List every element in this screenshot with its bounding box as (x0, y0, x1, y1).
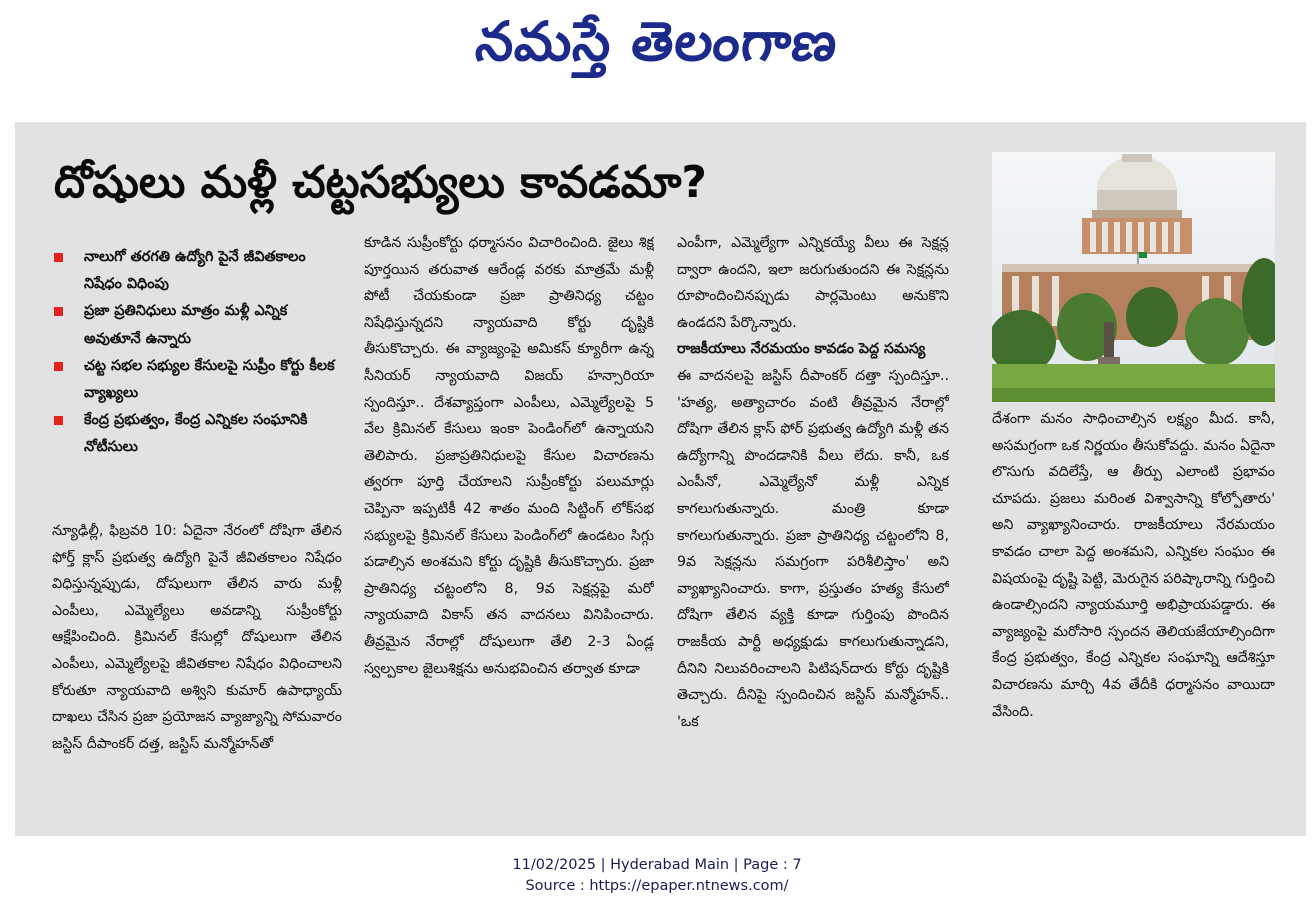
article-headline: దోషులు మళ్లీ చట్టసభ్యులు కావడమా? (54, 157, 707, 208)
bullet-square-icon (54, 307, 63, 316)
column-1-text: న్యూఢిల్లీ, ఫిబ్రవరి 10: ఏదైనా నేరంలో దోషిగా తేలిన ఫోర్త్ క్లాస్ ప్రభుత్వ ఉద్యోగి పైనే జీవితకాలం నిషేధం విధిస్తున్నప్పుడు, దోషులుగా తేలిన వారు మళ్లీ ఎంపీలు, ఎమ్మెల్యేలు అవడాన్ని సుప్రీంకోర్టు ఆక్షేపించింది. క్రిమినల్ కేసుల్లో దోషులుగా తేలిన ఎంపీలు, ఎమ్మెల్యేలపై జీవితకాల నిషేధం విధించాలని కోరుతూ న్యాయవాది అశ్విని కుమార్ ఉపాధ్యాయ్ దాఖలు చేసిన ప్రజా ప్రయోజన వ్యాజ్యాన్ని సోమవారం జస్టిస్ దీపాంకర్ దత్త, జస్టిస్ మన్మోహన్‌తో (52, 523, 342, 752)
highlight-item: కేంద్ర ప్రభుత్వం, కేంద్ర ఎన్నికల సంఘానికి నోటీసులు (52, 407, 342, 461)
highlight-item: చట్ట సభల సభ్యుల కేసులపై సుప్రీం కోర్టు కీలక వ్యాఖ్యలు (52, 353, 342, 407)
highlight-item: నాలుగో తరగతి ఉద్యోగి పైనే జీవితకాలం నిషేధం విధింపు (52, 244, 342, 298)
masthead (0, 6, 1314, 78)
article-column-3 (677, 230, 949, 830)
bullet-square-icon (54, 253, 63, 262)
bullet-square-icon (54, 362, 63, 371)
article-column-2 (364, 230, 654, 830)
column-3-text-b: ఈ వాదనలపై జస్టిస్ దీపాంకర్ దత్తా స్పందిస్తూ.. 'హత్య, అత్యాచారం వంటి తీవ్రమైన నేరాల్లో దోషిగా తేలిన క్లాస్ ఫోర్ ప్రభుత్వ ఉద్యోగి మళ్లీ తన ఉద్యోగాన్ని పొందడానికి వీలు లేదు. కానీ, ఒక ఎంపీనో, ఎమ్మెల్యేనో మళ్లీ ఎన్నిక కాగలుగుతున్నారు. మంత్రి కూడా కాగలుగుతున్నారు. ప్రజా ప్రాతినిధ్య చట్టంలోని 8, 9వ సెక్షన్లను సమగ్రంగా పరిశీలిస్తాం' అని వ్యాఖ్యానించారు. కాగా, ప్రస్తుతం హత్య కేసులో దోషిగా తేలిన వ్యక్తి కూడా గుర్తింపు పొందిన రాజకీయ పార్టీ అధ్యక్షుడు కాగలుగుతున్నాడని, దీనిని నిలువరించాలని పిటిషన్‌దారు కోర్టు దృష్టికి తెచ్చారు. దీనిపై స్పందించిన జస్టిస్ మన్మోహన్.. 'ఒక (677, 367, 949, 730)
source-link[interactable]: Source : https://epaper.ntnews.com/ (525, 878, 789, 894)
column-3-subheading: రాజకీయాలు నేరమయం కావడం పెద్ద సమస్య (677, 341, 926, 358)
bullet-square-icon (54, 416, 63, 425)
page-footer (0, 855, 1314, 897)
column-4-text: దేశంగా మనం సాధించాల్సిన లక్ష్యం మీద. కానీ, అసమగ్రంగా ఒక నిర్ణయం తీసుకోవద్దు. మనం ఏదైనా లొసుగు వదిలేస్తే, ఆ తీర్పు ఎలాంటి ప్రభావం చూపదు. ప్రజలు మరింత విశ్వాసాన్ని కోల్పోతారు' అని వ్యాఖ్యానించారు. రాజకీయాలు నేరమయం కావడం చాలా పెద్ద అంశమని, ఎన్నికల సంఘం ఈ విషయంపై దృష్టి పెట్టి, మెరుగైన పరిష్కారాన్ని గుర్తించి ఉండాల్సిందని న్యాయమూర్తి అభిప్రాయపడ్డారు. ఈ వ్యాజ్యంపై మరోసారి స్పందన తెలియజేయాల్సిందిగా కేంద్ర ప్రభుత్వం, కేంద్ర ఎన్నికల సంఘాన్ని ఆదేశిస్తూ విచారణను మార్చి 4వ తేదీకి ధర్మాసనం వాయిదా వేసింది. (992, 411, 1275, 720)
newspaper-title: నమస్తే తెలంగాణ (472, 10, 842, 73)
edition-info: 11/02/2025 | Hyderabad Main | Page : 7 (512, 857, 802, 873)
highlight-item: ప్రజా ప్రతినిధులు మాత్రం మళ్లీ ఎన్నిక అవుతూనే ఉన్నారు (52, 298, 342, 352)
highlights-list (52, 244, 342, 462)
column-2-text: కూడిన సుప్రీంకోర్టు ధర్మాసనం విచారించింది. జైలు శిక్ష పూర్తయిన తరువాత ఆరేండ్ల వరకు మాత్రమే మళ్లీ పోటీ చేయకుండా ప్రజా ప్రాతినిధ్య చట్టం నిషేధిస్తున్నదని న్యాయవాది కోర్టు దృష్టికి తీసుకొచ్చారు. ఈ వ్యాజ్యంపై అమికస్ క్యూరీగా ఉన్న సీనియర్ న్యాయవాది విజయ్ హన్సారియా స్పందిస్తూ.. దేశవ్యాప్తంగా ఎంపీలు, ఎమ్మెల్యేలపై 5 వేల క్రిమినల్ కేసులు ఇంకా పెండింగ్‌లో ఉన్నాయని తెలిపారు. ప్రజాప్రతినిధులపై కేసుల విచారణను త్వరగా పూర్తి చేయాలని సుప్రీంకోర్టు పలుమార్లు చెప్పినా ఇప్పటికీ 42 శాతం మంది సిట్టింగ్ లోక్‌సభ సభ్యులపై క్రిమినల్ కేసులు పెండింగ్‌లో ఉండటం సిగ్గు పడాల్సిన అంశమని కోర్టు దృష్టికి తీసుకొచ్చారు. ప్రజా ప్రాతినిధ్య చట్టంలోని 8, 9వ సెక్షన్లపై మరో న్యాయవాది వికాస్ తన వాదనలు వినిపించారు. తీవ్రమైన నేరాల్లో దోషులుగా తేలి 2-3 ఏండ్ల స్వల్పకాల జైలుశిక్షను అనుభవించిన తర్వాత కూడా (364, 235, 654, 677)
article-column-1 (52, 518, 342, 830)
column-3-text-a: ఎంపీగా, ఎమ్మెల్యేగా ఎన్నికయ్యే వీలు ఈ సెక్షన్ల ద్వారా ఉందని, ఇలా జరుగుతుందని ఈ సెక్షన్లను రూపొందించినప్పుడు పార్లమెంటు అనుకొని ఉండదని పేర్కొన్నారు. (677, 235, 949, 331)
article-column-4 (992, 406, 1275, 830)
supreme-court-building-image (992, 152, 1275, 402)
supreme-court-photo (992, 152, 1275, 402)
